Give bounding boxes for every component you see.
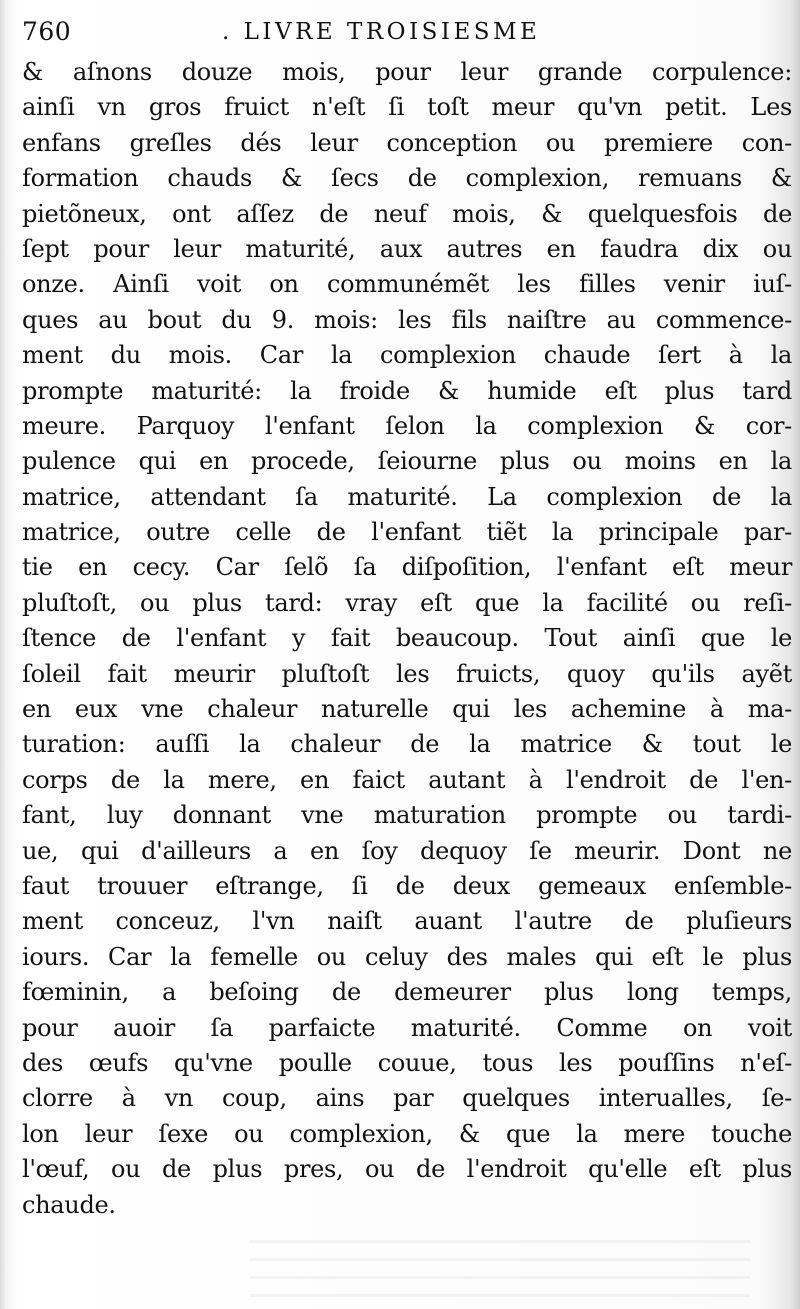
text-line: iours. Car la femelle ou celuy des males qui eſt le plus [22,942,792,971]
text-line: ment du mois. Car la complexion chaude ſert à la [22,341,792,370]
text-line: turation: auſſi la chaleur de la matrice & tout le [22,730,792,759]
text-line: matrice, outre celle de l'enfant tiẽt la principale par- [22,518,792,547]
text-line: en eux vne chaleur naturelle qui les achemine à ma- [22,695,792,724]
text-line: & aſnons douze mois, pour leur grande corpulence: [22,58,792,86]
text-line: des œufs qu'vne poulle couue, tous les pouſſins n'eſ- [22,1048,792,1077]
text-line: pulence qui en procede, ſeiourne plus ou moins en la [22,447,792,476]
text-line: fant, luy donnant vne maturation prompte ou tardi- [22,801,792,830]
page-number: 760 [22,17,72,46]
text-line: chaude. [22,1190,116,1219]
text-line: tie en cecy. Car ſelõ ſa diſpoſition, l'enfant eſt meur [22,553,792,582]
text-line: ques au bout du 9. mois: les fils naiſtre au commence- [22,305,792,334]
text-line: ſoleil fait meurir pluſtoſt les fruicts, quoy qu'ils ayẽt [22,659,792,688]
text-line: pour auoir ſa parfaicte maturité. Comme on voit [22,1013,792,1042]
text-line: ainſi vn gros fruict n'eſt ſi toſt meur qu'vn petit. Les [22,93,792,122]
text-line: prompte maturité: la froide & humide eſt plus tard [22,376,792,405]
text-line: meure. Parquoy l'enfant ſelon la complexion & cor- [22,411,792,440]
text-line: ſtence de l'enfant y fait beaucoup. Tout ainſi que le [22,624,792,653]
page-header [22,14,782,50]
text-line: corps de la mere, en faict autant à l'endroit de l'en- [22,765,792,794]
show-through-texture [250,1240,750,1300]
text-line: onze. Ainſi voit on communémẽt les filles venir iuſ- [22,270,792,299]
body-text [22,55,792,1223]
text-line: faut trouuer eſtrange, ſi de deux gemeaux enſemble- [22,871,792,900]
text-line: fœminin, a beſoing de demeurer plus long temps, [22,978,792,1007]
text-line: ue, qui d'ailleurs a en ſoy dequoy ſe meurir. Dont ne [22,836,792,865]
text-line: matrice, attendant ſa maturité. La complexion de la [22,482,792,511]
text-line: formation chauds & ſecs de complexion, remuans & [22,164,792,193]
text-line: ment conceuz, l'vn naiſt auant l'autre de pluſieurs [22,907,792,936]
text-line: l'œuf, ou de plus pres, ou de l'endroit qu'elle eſt plus [22,1155,792,1184]
text-line: pietõneux, ont aſſez de neuf mois, & quelquesfois de [22,199,792,228]
text-line: lon leur ſexe ou complexion, & que la mere touche [22,1119,792,1148]
text-line: enfans greſles dés leur conception ou premiere con- [22,128,792,157]
text-line: pluſtoſt, ou plus tard: vray eſt que la facilité ou reſi- [22,588,792,617]
text-line: clorre à vn coup, ains par quelques interualles, ſe- [22,1084,792,1113]
running-head: . LIVRE TROISIESME [222,19,541,45]
text-line: ſept pour leur maturité, aux autres en faudra dix ou [22,234,792,263]
